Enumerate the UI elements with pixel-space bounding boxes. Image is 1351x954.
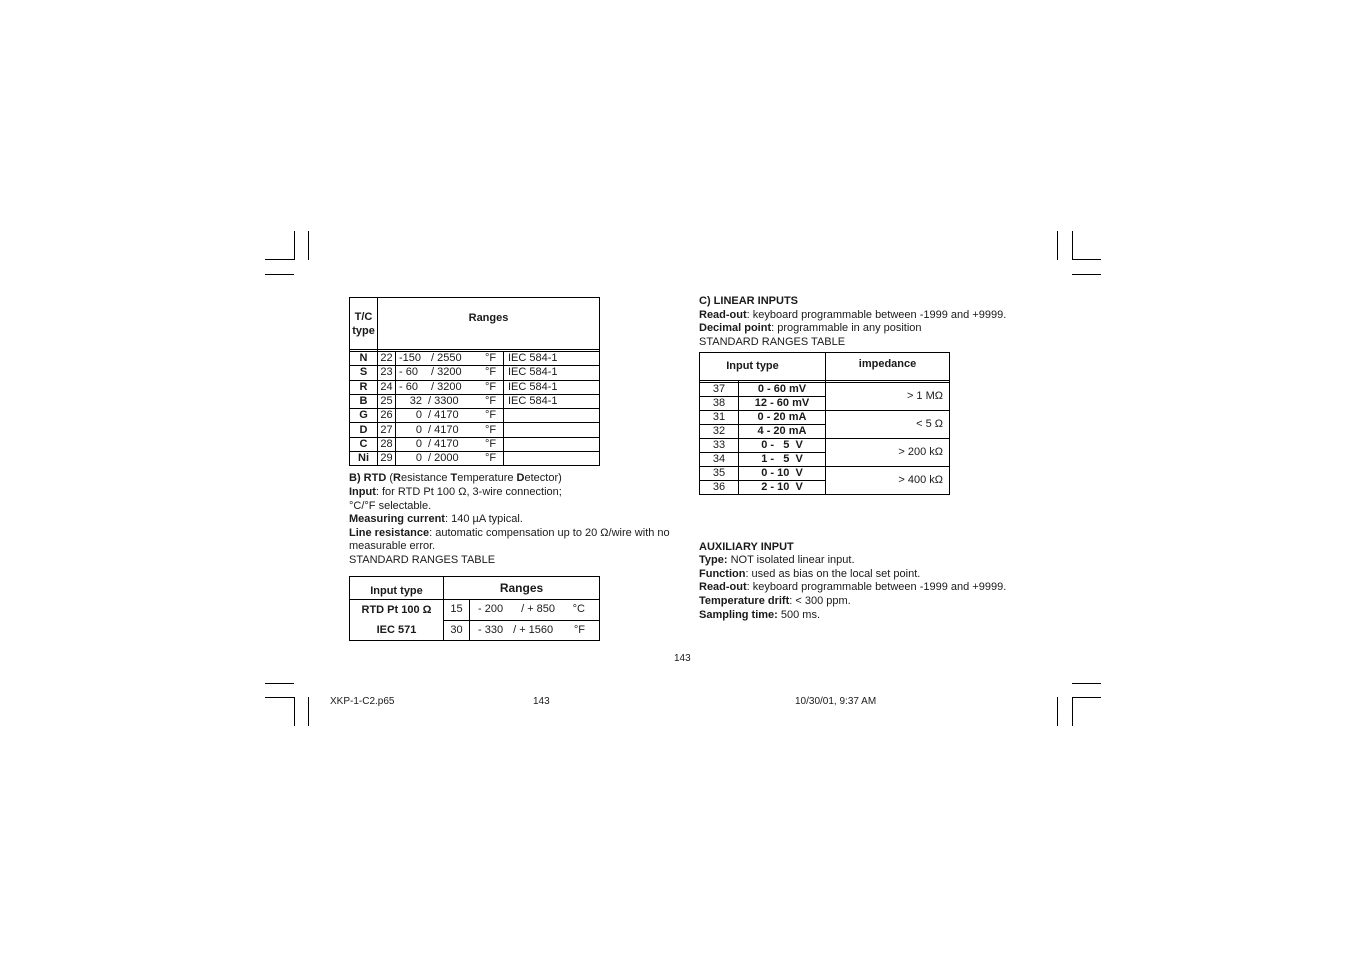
tc-standard-cell bbox=[504, 437, 600, 451]
crop-mark bbox=[1072, 274, 1101, 275]
linear-decimal-line bbox=[699, 322, 922, 336]
crop-mark bbox=[265, 274, 294, 275]
tc-range-cell bbox=[396, 452, 486, 466]
tc-standard-cell bbox=[504, 423, 600, 437]
rtd-input-line bbox=[349, 486, 562, 500]
tc-standard-cell bbox=[504, 409, 600, 423]
table-row bbox=[700, 467, 950, 481]
tc-range-min: 0 bbox=[415, 437, 422, 450]
footer-page: 143 bbox=[533, 696, 550, 707]
tc-unit-cell: °F bbox=[485, 380, 504, 394]
aux-function-label: Function bbox=[699, 568, 746, 580]
table-row bbox=[350, 380, 600, 394]
tc-type-cell: C bbox=[350, 437, 378, 451]
tc-code-cell: 26 bbox=[378, 409, 396, 423]
table-row bbox=[700, 411, 950, 425]
tc-code-cell: 28 bbox=[378, 437, 396, 451]
tc-range-min: 0 bbox=[415, 423, 422, 436]
tc-range-max: / 4170 bbox=[428, 437, 459, 450]
tc-range-cell bbox=[396, 366, 486, 380]
rtd-title-d: D bbox=[516, 472, 525, 484]
rtd-input-label: Input bbox=[349, 486, 376, 498]
aux-type-text: NOT isolated linear input. bbox=[727, 554, 855, 566]
tc-type-cell: R bbox=[350, 380, 378, 394]
tc-range-max: / 4170 bbox=[428, 423, 459, 436]
tc-range-min: 0 bbox=[415, 409, 422, 422]
tc-unit-cell: °F bbox=[485, 409, 504, 423]
tc-standard-cell: IEC 584-1 bbox=[504, 394, 600, 408]
table-row bbox=[350, 366, 600, 380]
tc-type-header-line1: T/C bbox=[354, 310, 373, 323]
aux-function-line bbox=[699, 568, 920, 582]
rtd-input-text: : for RTD Pt 100 Ω, 3-wire connection; bbox=[375, 486, 562, 498]
rtd-code-cell: 30 bbox=[444, 620, 470, 641]
tc-range-max: / 2550 bbox=[431, 352, 462, 365]
crop-mark bbox=[265, 697, 294, 698]
rtd-range-max: / + 850 bbox=[521, 603, 556, 616]
rtd-range-max: / + 1560 bbox=[513, 623, 554, 636]
tc-range-max: / 3200 bbox=[431, 366, 462, 379]
crop-mark bbox=[294, 697, 295, 726]
rtd-range-min: - 330 bbox=[478, 623, 504, 636]
tc-type-cell: S bbox=[350, 366, 378, 380]
linear-readout-line bbox=[699, 309, 1006, 323]
footer-datetime: 10/30/01, 9:37 AM bbox=[795, 696, 877, 707]
thermocouple-ranges-table bbox=[349, 297, 600, 466]
tc-range-cell bbox=[396, 437, 486, 451]
crop-mark bbox=[308, 231, 309, 260]
aux-function-text: : used as bias on the local set point. bbox=[745, 568, 921, 580]
linear-code-cell: 36 bbox=[700, 481, 739, 495]
linear-title: C) LINEAR INPUTS bbox=[699, 295, 798, 307]
table-row bbox=[350, 423, 600, 437]
tc-type-cell: D bbox=[350, 423, 378, 437]
linear-range-cell: 1 - 5 V bbox=[739, 453, 826, 467]
tc-range-max: / 3200 bbox=[431, 380, 462, 393]
rtd-std-ranges-label: STANDARD RANGES TABLE bbox=[349, 554, 496, 566]
tc-ranges-header: Ranges bbox=[378, 298, 600, 350]
tc-standard-cell: IEC 584-1 bbox=[504, 380, 600, 394]
linear-impedance-cell: > 400 kΩ bbox=[826, 467, 950, 495]
crop-mark bbox=[265, 259, 294, 260]
table-row bbox=[350, 352, 600, 366]
rtd-ranges-header: Ranges bbox=[444, 577, 600, 600]
tc-unit-cell: °F bbox=[485, 366, 504, 380]
tc-range-min: -150 bbox=[399, 352, 422, 365]
rtd-title-t-rest: emperature bbox=[457, 472, 517, 484]
rtd-input-type-cell bbox=[350, 600, 444, 641]
linear-input-type-header: Input type bbox=[700, 353, 826, 381]
rtd-input-type-header: Input type bbox=[350, 577, 444, 600]
rtd-title-abbr: RTD bbox=[363, 472, 387, 484]
table-row bbox=[350, 452, 600, 466]
aux-drift-line bbox=[699, 595, 851, 609]
rtd-range-cell bbox=[470, 600, 569, 621]
aux-type-line bbox=[699, 554, 855, 568]
tc-range-min: - 60 bbox=[399, 380, 418, 393]
linear-range-cell: 4 - 20 mA bbox=[739, 425, 826, 439]
rtd-line-resistance-text: : automatic compensation up to 20 Ω/wire with no bbox=[429, 527, 670, 539]
rtd-range-min: - 200 bbox=[478, 603, 504, 616]
rtd-title-d-rest: etector) bbox=[524, 472, 562, 484]
linear-range-cell: 0 - 60 mV bbox=[739, 383, 826, 397]
crop-mark bbox=[1072, 697, 1101, 698]
tc-standard-cell: IEC 584-1 bbox=[504, 352, 600, 366]
tc-range-max: / 3300 bbox=[428, 395, 459, 408]
linear-impedance-cell: > 1 MΩ bbox=[826, 383, 950, 411]
linear-code-cell: 35 bbox=[700, 467, 739, 481]
crop-mark bbox=[1057, 231, 1058, 260]
tc-range-cell bbox=[396, 352, 486, 366]
aux-drift-text: : < 300 ppm. bbox=[789, 595, 851, 607]
rtd-line-resistance-line2: measurable error. bbox=[349, 540, 436, 552]
crop-mark bbox=[265, 683, 294, 684]
tc-type-header bbox=[350, 298, 378, 350]
aux-readout-label: Read-out bbox=[699, 581, 747, 593]
tc-range-max: / 2000 bbox=[428, 452, 459, 465]
rtd-range-cell bbox=[470, 620, 569, 641]
tc-standard-cell: IEC 584-1 bbox=[504, 366, 600, 380]
linear-code-cell: 32 bbox=[700, 425, 739, 439]
rtd-title-prefix: B) bbox=[349, 472, 364, 484]
crop-mark bbox=[308, 697, 309, 726]
crop-mark bbox=[1072, 231, 1073, 260]
crop-mark bbox=[1072, 259, 1101, 260]
linear-impedance-cell: > 200 kΩ bbox=[826, 439, 950, 467]
linear-decimal-label: Decimal point bbox=[699, 322, 772, 334]
table-row bbox=[350, 437, 600, 451]
linear-code-cell: 31 bbox=[700, 411, 739, 425]
linear-range-cell: 0 - 10 V bbox=[739, 467, 826, 481]
crop-mark bbox=[294, 231, 295, 260]
linear-code-cell: 34 bbox=[700, 453, 739, 467]
rtd-title-t: T bbox=[450, 472, 458, 484]
tc-code-cell: 23 bbox=[378, 366, 396, 380]
tc-code-cell: 29 bbox=[378, 452, 396, 466]
tc-type-cell: N bbox=[350, 352, 378, 366]
rtd-title-r-rest: esistance bbox=[400, 472, 451, 484]
table-row bbox=[350, 394, 600, 408]
tc-type-cell: G bbox=[350, 409, 378, 423]
footer-filename: XKP-1-C2.p65 bbox=[330, 696, 395, 707]
tc-type-header-line2: type bbox=[352, 324, 375, 337]
tc-range-cell bbox=[396, 380, 486, 394]
aux-drift-label: Temperature drift bbox=[699, 595, 790, 607]
table-row bbox=[700, 383, 950, 397]
tc-unit-cell: °F bbox=[485, 437, 504, 451]
rtd-title-paren: ( bbox=[386, 472, 394, 484]
crop-mark bbox=[1072, 697, 1073, 726]
rtd-measuring-text: : 140 µA typical. bbox=[444, 513, 523, 525]
linear-range-cell: 2 - 10 V bbox=[739, 481, 826, 495]
crop-mark bbox=[1072, 683, 1101, 684]
aux-sampling-text: 500 ms. bbox=[777, 609, 821, 621]
rtd-code-cell: 15 bbox=[444, 600, 470, 621]
linear-code-cell: 37 bbox=[700, 383, 739, 397]
tc-code-cell: 24 bbox=[378, 380, 396, 394]
page-number: 143 bbox=[674, 653, 691, 664]
rtd-input-type-line2: IEC 571 bbox=[376, 624, 417, 636]
linear-code-cell: 33 bbox=[700, 439, 739, 453]
rtd-ranges-table bbox=[349, 576, 600, 641]
tc-unit-cell: °F bbox=[485, 394, 504, 408]
rtd-unit-cell: °C bbox=[568, 600, 600, 621]
rtd-measuring-label: Measuring current bbox=[349, 513, 445, 525]
rtd-line-resistance-line bbox=[349, 527, 670, 541]
rtd-unit-cell: °F bbox=[568, 620, 600, 641]
tc-range-min: 0 bbox=[415, 452, 422, 465]
tc-code-cell: 27 bbox=[378, 423, 396, 437]
aux-title: AUXILIARY INPUT bbox=[699, 541, 794, 553]
linear-range-cell: 0 - 5 V bbox=[739, 439, 826, 453]
table-row bbox=[700, 439, 950, 453]
tc-unit-cell: °F bbox=[485, 423, 504, 437]
aux-readout-text: : keyboard programmable between -1999 and +9999. bbox=[746, 581, 1007, 593]
aux-sampling-label: Sampling time: bbox=[699, 609, 778, 621]
tc-code-cell: 22 bbox=[378, 352, 396, 366]
rtd-selectable-line: °C/°F selectable. bbox=[349, 500, 432, 512]
table-row bbox=[350, 409, 600, 423]
linear-range-cell: 12 - 60 mV bbox=[739, 397, 826, 411]
tc-code-cell: 25 bbox=[378, 394, 396, 408]
tc-range-cell bbox=[396, 409, 486, 423]
linear-impedance-header: impedance bbox=[826, 353, 950, 381]
rtd-measuring-line bbox=[349, 513, 523, 527]
tc-standard-cell bbox=[504, 452, 600, 466]
linear-decimal-text: : programmable in any position bbox=[771, 322, 922, 334]
linear-std-ranges-label: STANDARD RANGES TABLE bbox=[699, 336, 846, 348]
aux-readout-line bbox=[699, 581, 1006, 595]
aux-sampling-line bbox=[699, 609, 820, 623]
linear-table-body bbox=[700, 383, 950, 495]
tc-type-cell: B bbox=[350, 394, 378, 408]
tc-range-cell bbox=[396, 423, 486, 437]
tc-range-min: 32 bbox=[409, 395, 422, 408]
crop-mark bbox=[1057, 697, 1058, 726]
tc-unit-cell: °F bbox=[485, 352, 504, 366]
rtd-input-type-line1: RTD Pt 100 Ω bbox=[361, 604, 432, 616]
tc-type-cell: Ni bbox=[350, 452, 378, 466]
linear-impedance-cell: < 5 Ω bbox=[826, 411, 950, 439]
tc-range-min: - 60 bbox=[399, 366, 418, 379]
rtd-title bbox=[349, 472, 562, 486]
tc-table-body bbox=[350, 350, 600, 466]
rtd-line-resistance-label: Line resistance bbox=[349, 527, 430, 539]
linear-range-cell: 0 - 20 mA bbox=[739, 411, 826, 425]
rtd-title-r: R bbox=[393, 472, 401, 484]
aux-type-label: Type: bbox=[699, 554, 728, 566]
tc-range-max: / 4170 bbox=[428, 409, 459, 422]
linear-code-cell: 38 bbox=[700, 397, 739, 411]
linear-ranges-table bbox=[699, 352, 950, 495]
linear-readout-label: Read-out bbox=[699, 309, 747, 321]
linear-readout-text: : keyboard programmable between -1999 and +9999. bbox=[746, 309, 1007, 321]
tc-unit-cell: °F bbox=[485, 452, 504, 466]
tc-range-cell bbox=[396, 394, 486, 408]
